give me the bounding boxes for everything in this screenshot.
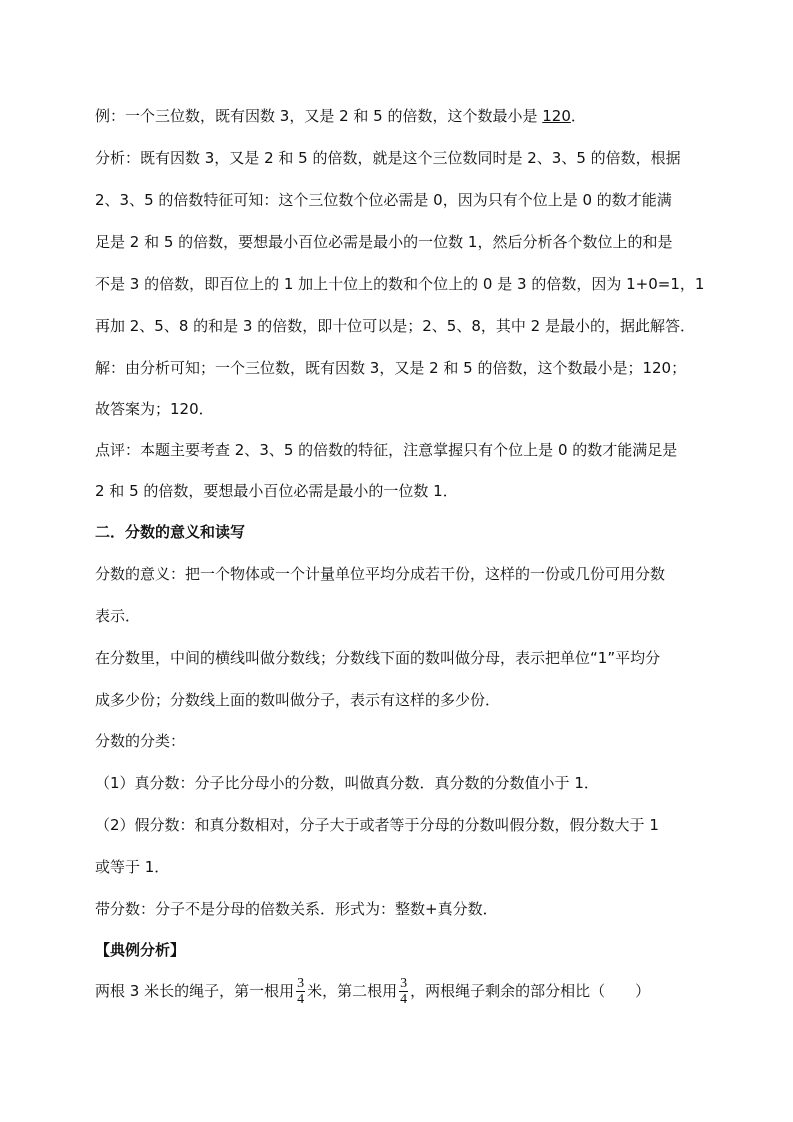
analysis-line-1: 分析：既有因数 3，又是 2 和 5 的倍数，就是这个三位数同时是 2、3、5 的倍数，根据 [95, 149, 681, 167]
comment-line-1: 点评：本题主要考查 2、3、5 的倍数的特征，注意掌握只有个位上是 0 的数才能满足是 [95, 441, 678, 459]
analysis-line-3: 足是 2 和 5 的倍数，要想最小百位必需是最小的一位数 1，然后分析各个数位上的和是 [95, 233, 673, 251]
fraction-three-quarters-2: $\frac{3}{4}$ [400, 976, 408, 1007]
parts-line-2: 成多少份；分数线上面的数叫做分子，表示有这样的多少份． [95, 691, 501, 709]
fraction-three-quarters-1: $\frac{3}{4}$ [297, 976, 305, 1007]
parts-line-1: 在分数里，中间的横线叫做分数线；分数线下面的数叫做分母，表示把单位“1”平均分 [95, 649, 661, 667]
mixed-number-line: 带分数：分子不是分母的倍数关系．形式为：整数+真分数． [95, 900, 498, 918]
comment-line-2: 2 和 5 的倍数，要想最小百位必需是最小的一位数 1． [95, 482, 458, 500]
solution-line-2: 故答案为；120． [95, 400, 214, 418]
example-line: 例：一个三位数，既有因数 3，又是 2 和 5 的倍数，这个数最小是 120． [95, 107, 586, 125]
solution-line-1: 解：由分析可知；一个三位数，既有因数 3，又是 2 和 5 的倍数，这个数最小是；120； [95, 359, 687, 377]
question-line: 两根 3 米长的绳子，第一根用 $\frac{3}{4}$ 米，第二根用 $\frac{3}{4}$ ，两根绳子剩余的部分相比（ ） [95, 976, 651, 1007]
analysis-line-4: 不是 3 的倍数，即百位上的 1 加上十位上的数和个位上的 0 是 3 的倍数，因为 1+0=1，1 [95, 275, 705, 293]
meaning-line-2: 表示． [95, 607, 141, 625]
analysis-line-5: 再加 2、5、8 的和是 3 的倍数，即十位可以是；2、5、8，其中 2 是最小的，据此解答． [95, 317, 695, 335]
improper-fraction-line-2: 或等于 1． [95, 858, 170, 876]
section-heading: 二．分数的意义和读写 [95, 523, 246, 541]
meaning-line-1: 分数的意义：把一个物体或一个计量单位平均分成若干份，这样的一份或几份可用分数 [95, 565, 666, 583]
example-answer: 120 [542, 107, 571, 125]
analysis-line-2: 2、3、5 的倍数特征可知：这个三位数个位必需是 0，因为只有个位上是 0 的数才能满 [95, 191, 672, 209]
classification-title: 分数的分类： [95, 732, 186, 750]
typical-analysis-heading: 【典例分析】 [95, 941, 186, 959]
improper-fraction-line-1: （2）假分数：和真分数相对，分子大于或者等于分母的分数叫假分数，假分数大于 1 [95, 816, 659, 834]
proper-fraction-line: （1）真分数：分子比分母小的分数，叫做真分数．真分数的分数值小于 1． [95, 774, 599, 792]
